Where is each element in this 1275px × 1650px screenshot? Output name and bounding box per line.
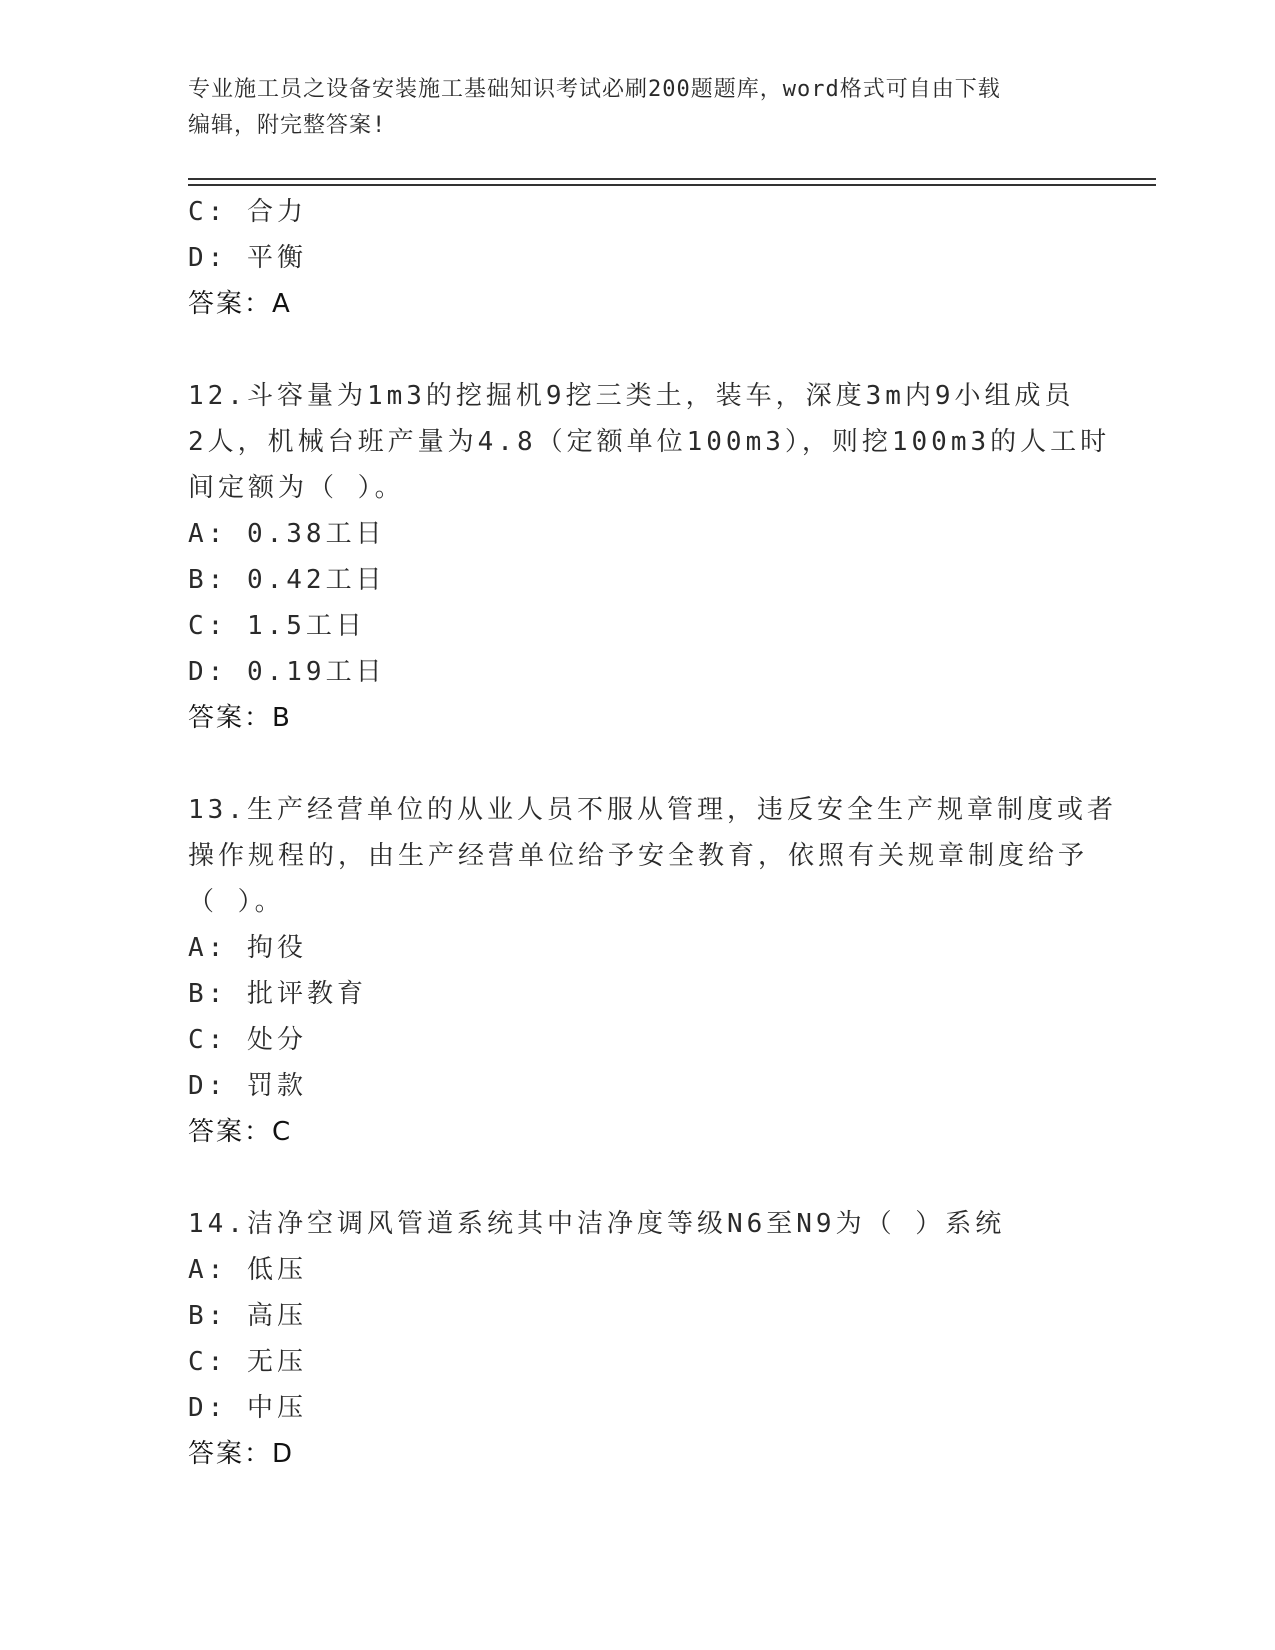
document-header xyxy=(188,72,1088,144)
option-d: D: 0.19工日 xyxy=(188,657,386,687)
question-block-13 xyxy=(188,787,1117,1155)
question-stem-line: （ ）。 xyxy=(188,887,285,917)
option-c: C: 合力 xyxy=(188,197,307,227)
answer-line: 答案：A xyxy=(188,289,292,319)
answer-line: 答案：C xyxy=(188,1117,293,1147)
question-block-12 xyxy=(188,373,1111,741)
option-b: B: 高压 xyxy=(188,1301,307,1331)
question-stem-line: 2人，机械台班产量为4.8（定额单位100m3），则挖100m3的人工时 xyxy=(188,427,1111,457)
question-block-14 xyxy=(188,1201,1088,1477)
option-b: B: 0.42工日 xyxy=(188,565,386,595)
option-d: D: 中压 xyxy=(188,1393,307,1423)
option-d: D: 罚款 xyxy=(188,1071,307,1101)
option-c: C: 处分 xyxy=(188,1025,307,1055)
option-c: C: 1.5工日 xyxy=(188,611,366,641)
spacer xyxy=(188,1155,1088,1201)
header-line-2: 编辑，附完整答案! xyxy=(188,113,387,138)
option-b: B: 批评教育 xyxy=(188,979,367,1009)
spacer xyxy=(188,327,1088,373)
option-a: A: 拘役 xyxy=(188,933,307,963)
header-divider-bottom xyxy=(188,184,1156,186)
spacer xyxy=(188,741,1088,787)
question-stem-line: 14.洁净空调风管道系统其中洁净度等级N6至N9为（ ）系统 xyxy=(188,1209,1006,1239)
answer-line: 答案：D xyxy=(188,1439,295,1469)
question-stem-line: 13.生产经营单位的从业人员不服从管理，违反安全生产规章制度或者 xyxy=(188,795,1117,825)
question-stem-line: 12.斗容量为1m3的挖掘机9挖三类土，装车，深度3m内9小组成员 xyxy=(188,381,1075,411)
option-a: A: 0.38工日 xyxy=(188,519,386,549)
question-stem-line: 操作规程的，由生产经营单位给予安全教育，依照有关规章制度给予 xyxy=(188,841,1089,871)
question-block-11-partial xyxy=(188,189,1088,327)
answer-line: 答案：B xyxy=(188,703,292,733)
question-list xyxy=(188,189,1117,1477)
header-line-1: 专业施工员之设备安装施工基础知识考试必刷200题题库，word格式可自由下载 xyxy=(188,77,1001,102)
option-d: D: 平衡 xyxy=(188,243,307,273)
option-a: A: 低压 xyxy=(188,1255,307,1285)
question-stem-line: 间定额为（ ）。 xyxy=(188,473,405,503)
header-divider-top xyxy=(188,178,1156,180)
option-c: C: 无压 xyxy=(188,1347,307,1377)
